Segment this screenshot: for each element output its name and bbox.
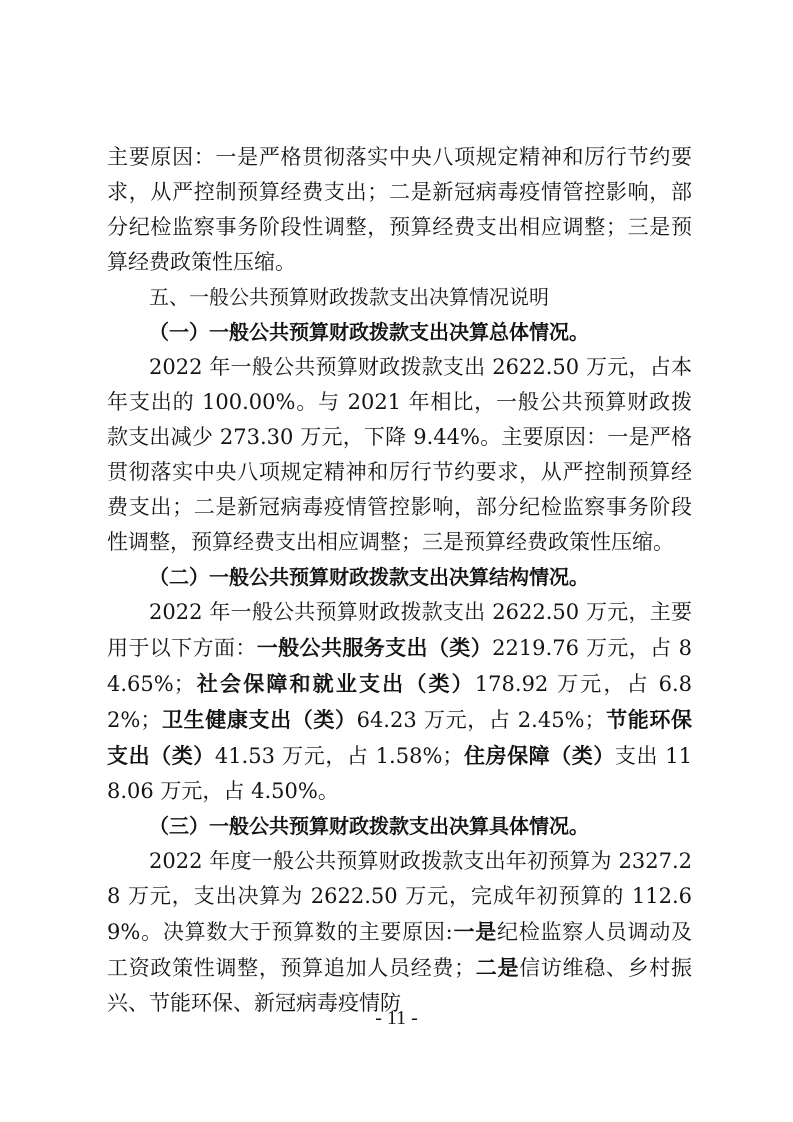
subsection-2-paragraph bbox=[107, 595, 692, 809]
category-housing: 住房保障（类） bbox=[463, 743, 615, 768]
category-general-public-services-value: 2219.76 万元，占 84.65%； bbox=[107, 636, 693, 696]
category-health-value: 64.23 万元，占 2.45%； bbox=[356, 708, 606, 732]
category-energy-environment: 节能环保支出（类） bbox=[107, 707, 693, 768]
continuation-paragraph: 主要原因：一是严格贯彻落实中央八项规定精神和厉行节约要求，从严控制预算经费支出；二是新冠病毒疫情管控影响，部分纪检监察事务阶段性调整，预算经费支出相应调整；三是预算经费政策性压缩。 bbox=[107, 145, 692, 274]
category-energy-environment-value: 41.53 万元，占 1.58%； bbox=[214, 744, 464, 768]
category-social-security-value: 178.92 万元，占 6.82%； bbox=[107, 672, 693, 732]
subsection-heading-3: （三）一般公共预算财政拨款支出决算具体情况。 bbox=[149, 814, 589, 838]
page-body bbox=[107, 140, 692, 1021]
reason-1-text: 纪检监察人员调动及工资政策性调整，预算追加人员经费； bbox=[107, 920, 693, 980]
reason-1-label: 一是 bbox=[452, 919, 497, 944]
structure-intro: 2022 年一般公共预算财政拨款支出 2622.50 万元，主要用于以下方面： bbox=[107, 600, 692, 660]
category-social-security: 社会保障和就业支出（类） bbox=[194, 671, 475, 696]
category-health: 卫生健康支出（类） bbox=[161, 707, 357, 732]
category-general-public-services: 一般公共服务支出（类） bbox=[256, 635, 493, 660]
page-number: - 11 - bbox=[375, 1007, 418, 1029]
category-housing-value: 支出 118.06 万元，占 4.50%。 bbox=[107, 744, 693, 803]
subsection-1-paragraph: 2022 年一般公共预算财政拨款支出 2622.50 万元，占本年支出的 100.00%。与 2021 年相比，一般公共预算财政拨款支出减少 273.30 万元，下降 9.44%。主要原因：一是严格贯彻落实中央八项规定精神和厉行节约要求，从严控制预算经费支出；二是新冠病毒疫情管控影响，部分纪检监察事务阶段性调整，预算经费支出相应调整；三是预算经费政策性压缩。 bbox=[107, 355, 692, 554]
detail-intro: 2022 年度一般公共预算财政拨款支出年初预算为 2327.28 万元，支出决算为 2622.50 万元，完成年初预算的 112.69%。决算数大于预算数的主要原因: bbox=[107, 849, 692, 944]
section-heading-5: 五、一般公共预算财政拨款支出决算情况说明 bbox=[149, 285, 549, 309]
subsection-heading-1: （一）一般公共预算财政拨款支出决算总体情况。 bbox=[149, 320, 589, 344]
reason-2-label: 二是 bbox=[475, 955, 520, 980]
reason-2-text: 信访维稳、乡村振兴、节能环保、新冠病毒疫情防 bbox=[107, 956, 693, 1015]
subsection-3-paragraph bbox=[107, 844, 692, 1021]
subsection-heading-2: （二）一般公共预算财政拨款支出决算结构情况。 bbox=[149, 565, 589, 589]
